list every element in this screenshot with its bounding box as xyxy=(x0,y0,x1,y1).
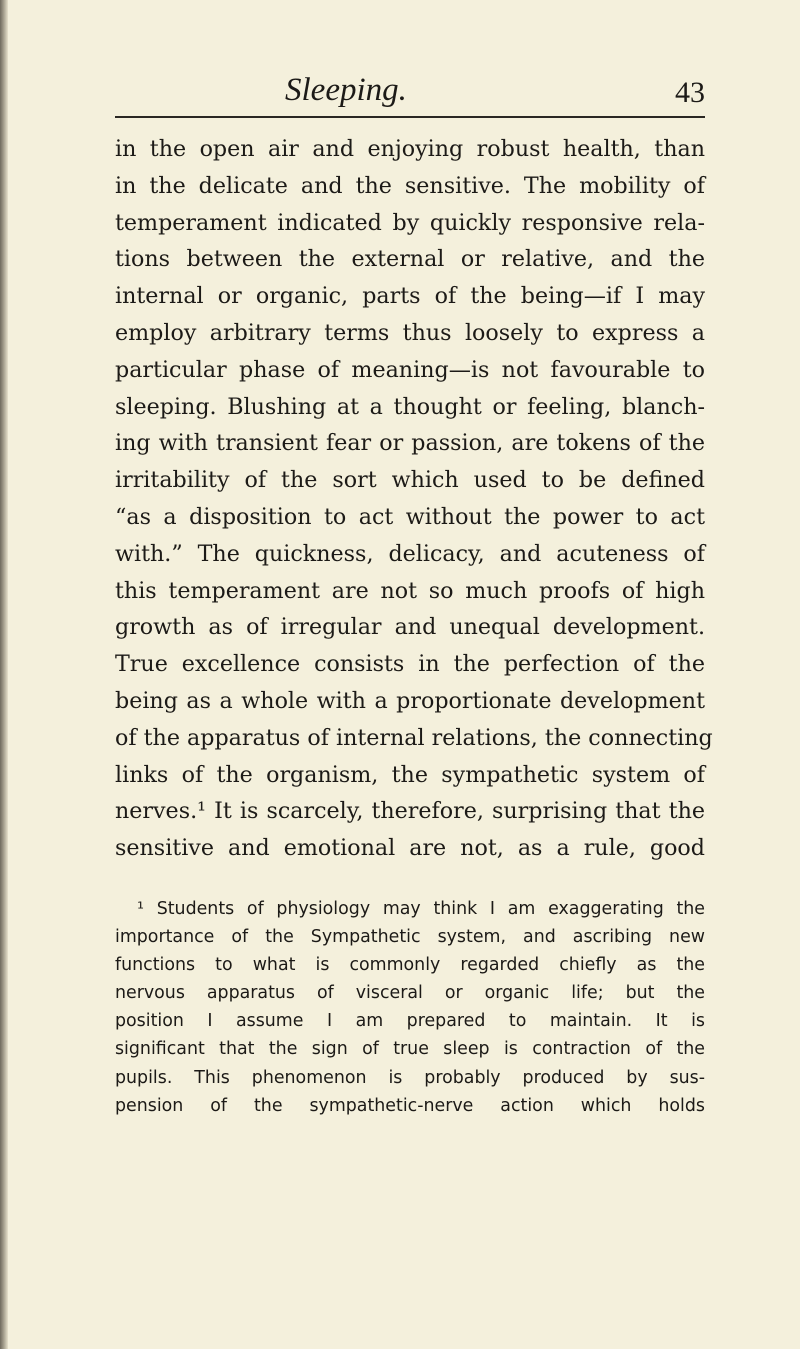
footnote xyxy=(115,895,705,1120)
body-line: “as a disposition to act without the power to act xyxy=(115,503,705,530)
footnote-line: pension of the sympathetic-nerve action which holds xyxy=(115,1095,705,1116)
footnote-line: pupils. This phenomenon is probably produced by sus- xyxy=(115,1067,705,1088)
body-line: tions between the external or relative, and the xyxy=(115,246,705,273)
body-line: employ arbitrary terms thus loosely to express a xyxy=(115,319,705,346)
body-line: ing with transient fear or passion, are tokens of the xyxy=(115,430,705,457)
body-line: in the open air and enjoying robust health, than xyxy=(115,136,705,162)
body-line: sleeping. Blushing at a thought or feeling, blanch- xyxy=(115,393,705,420)
footnote-line: ¹ Students of physiology may think I am exaggerating the xyxy=(137,898,705,919)
body-line: growth as of irregular and unequal development. xyxy=(115,614,705,641)
page-binding-edge xyxy=(0,0,8,1349)
body-line: internal or organic, parts of the being—if I may xyxy=(115,283,705,310)
body-line: particular phase of meaning—is not favourable to xyxy=(115,356,705,383)
book-page xyxy=(115,72,713,1120)
footnote-line: position I assume I am prepared to maintain. It is xyxy=(115,1011,705,1032)
body-line: in the delicate and the sensitive. The mobility of xyxy=(115,172,705,199)
footnote-line: nervous apparatus of visceral or organic life; but the xyxy=(115,983,705,1004)
body-line: nerves.¹ It is scarcely, therefore, surprising that the xyxy=(115,798,705,825)
footnote-line: significant that the sign of true sleep is contraction of the xyxy=(115,1039,705,1060)
body-line: this temperament are not so much proofs of high xyxy=(115,577,705,604)
running-head xyxy=(115,72,705,118)
body-line: links of the organism, the sympathetic system of xyxy=(115,761,705,788)
body-text xyxy=(115,131,713,867)
footnote-line: importance of the Sympathetic system, and ascribing new xyxy=(115,927,705,948)
footnote-line: functions to what is commonly regarded chiefly as the xyxy=(115,955,705,976)
body-line: sensitive and emotional are not, as a rule, good xyxy=(115,835,705,862)
running-head-title: Sleeping. xyxy=(285,72,407,108)
body-line: of the apparatus of internal relations, the connecting xyxy=(115,724,713,751)
body-line: irritability of the sort which used to be defined xyxy=(115,467,705,494)
body-line: being as a whole with a proportionate development xyxy=(115,687,705,714)
body-line: with.” The quickness, delicacy, and acuteness of xyxy=(115,540,705,567)
page-number: 43 xyxy=(675,76,705,109)
body-line: True excellence consists in the perfection of the xyxy=(115,651,705,678)
body-line: temperament indicated by quickly responsive rela- xyxy=(115,209,705,236)
